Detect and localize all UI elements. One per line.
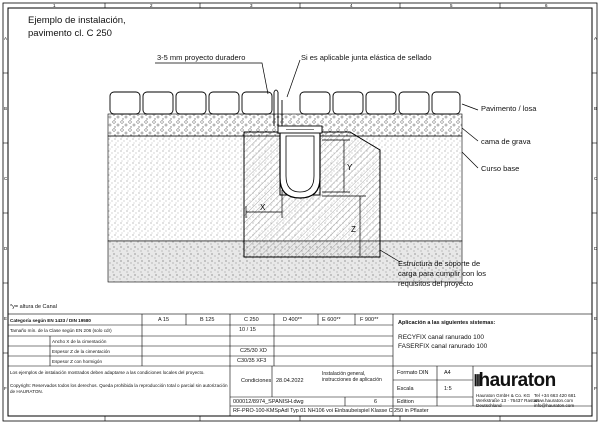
support-line: requisitos del proyecto — [398, 279, 474, 288]
contact-line: www.hauraton.com — [534, 398, 574, 403]
sealing-joint — [274, 90, 278, 92]
row-value-1: 10 / 15 — [239, 327, 256, 333]
company-logo — [474, 370, 556, 392]
support-line: carga para cumplir con los — [398, 269, 486, 278]
install-label: Instalación general, instrucciones de aplicación — [322, 371, 382, 383]
scale-label: Escala — [397, 386, 414, 392]
logo-text: hauraton — [478, 370, 556, 391]
row-label: C — [594, 176, 598, 181]
row-label-4: Espesor Z con hormigón — [52, 359, 103, 364]
title-line: pavimento cl. C 250 — [28, 28, 112, 39]
row-label-2: Ancho X de la cimentación — [52, 339, 107, 344]
class-d400: D 400** — [283, 317, 302, 323]
col-label: 6 — [545, 3, 548, 8]
row-label: E — [594, 316, 598, 321]
callout-durable: 3-5 mm proyecto duradero — [157, 53, 246, 62]
disclaimer-2: Copyright: Reservados todos los derechos. Queda prohibida la reproducción total o parcial sin autorización de HAURATON. — [10, 383, 228, 394]
row-label: E — [4, 316, 8, 321]
apply-title: Aplicación a las siguientes sistemas: — [398, 320, 496, 326]
title-line: Ejemplo de instalación, — [28, 15, 126, 26]
footnote: *y= altura de Canal — [10, 304, 57, 310]
class-a15: A 15 — [158, 317, 170, 323]
callout-sealing: Si es aplicable junta elástica de sellado — [301, 53, 432, 62]
callout-gravel: cama de grava — [481, 137, 531, 146]
class-c250: C 250 — [244, 317, 259, 323]
callout-pavement: Pavimento / losa — [481, 104, 537, 113]
col-label: 5 — [450, 3, 453, 8]
support-line: Estructura de soporte de — [398, 259, 481, 268]
row-label: F — [4, 386, 7, 391]
apply-faserfix: FASERFIX canal ranurado 100 — [398, 343, 488, 350]
col-label: 1 — [53, 3, 56, 8]
col-label: 4 — [350, 3, 353, 8]
address-line: Deutschland — [476, 403, 502, 408]
address-line: Hauraton GmbH & Co. KG — [476, 393, 531, 398]
file-name: 000012/8974_SPANISH.dwg — [233, 399, 304, 405]
row-label: D — [594, 246, 598, 251]
paver-row — [110, 92, 460, 114]
format-value: A4 — [444, 370, 451, 376]
row-label-1: Tamaño mín. de la Clase según EN 206 (solo cdr) — [10, 328, 112, 333]
contact-line: info@hauraton.com — [534, 403, 575, 408]
class-f900: F 900** — [360, 317, 379, 323]
category-head: Categoría según EN 1433 / DIN 19580 — [10, 318, 91, 323]
col-label: 3 — [250, 3, 253, 8]
class-b125: B 125 — [200, 317, 215, 323]
row-label: D — [4, 246, 8, 251]
page-number: 6 — [374, 399, 378, 405]
row-label: C — [4, 176, 8, 181]
date: 28.04.2022 — [276, 378, 304, 384]
row-label: B — [594, 106, 598, 111]
logo-mark: ⫴ — [474, 373, 479, 390]
dim-z-label: Z — [351, 225, 356, 234]
col-label: 2 — [150, 3, 153, 8]
callout-base: Curso base — [481, 164, 520, 173]
row-label: A — [594, 36, 598, 41]
callout-support — [398, 259, 486, 289]
edition-label: Edition — [397, 399, 414, 405]
row-value-3: C25/30 XD — [240, 348, 267, 354]
row-label: F — [594, 386, 597, 391]
row-value-4: C30/35 XF3 — [237, 358, 267, 364]
dim-y-label: Y — [347, 163, 353, 172]
scale-value: 1:5 — [444, 386, 452, 392]
conditions-label: Condiciones — [241, 378, 272, 384]
contact-line: Tel +34 663 420 681 — [534, 393, 576, 398]
format-label: Formato DIN — [397, 370, 429, 376]
class-e600: E 600** — [322, 317, 341, 323]
address-line: Werkstraße 13 · 76437 Rastatt — [476, 398, 539, 403]
row-label-3: Espesor Z de la cimentación — [52, 349, 110, 354]
dim-x-label: X — [260, 203, 266, 212]
reference: RF-PRO-100-KMSpAdl Typ 01 NH106 voi Einbaubeispiel Klasse C 250 in Pflaster — [233, 408, 429, 414]
disclaimer-1: Los ejemplos de instalación mostrados deben adaptarse a las condiciones locales del proyecto. — [10, 370, 205, 375]
row-label: A — [4, 36, 8, 41]
drawing-title — [28, 14, 126, 40]
row-label: B — [4, 106, 8, 111]
apply-recyfix: RECYFIX canal ranurado 100 — [398, 334, 484, 341]
